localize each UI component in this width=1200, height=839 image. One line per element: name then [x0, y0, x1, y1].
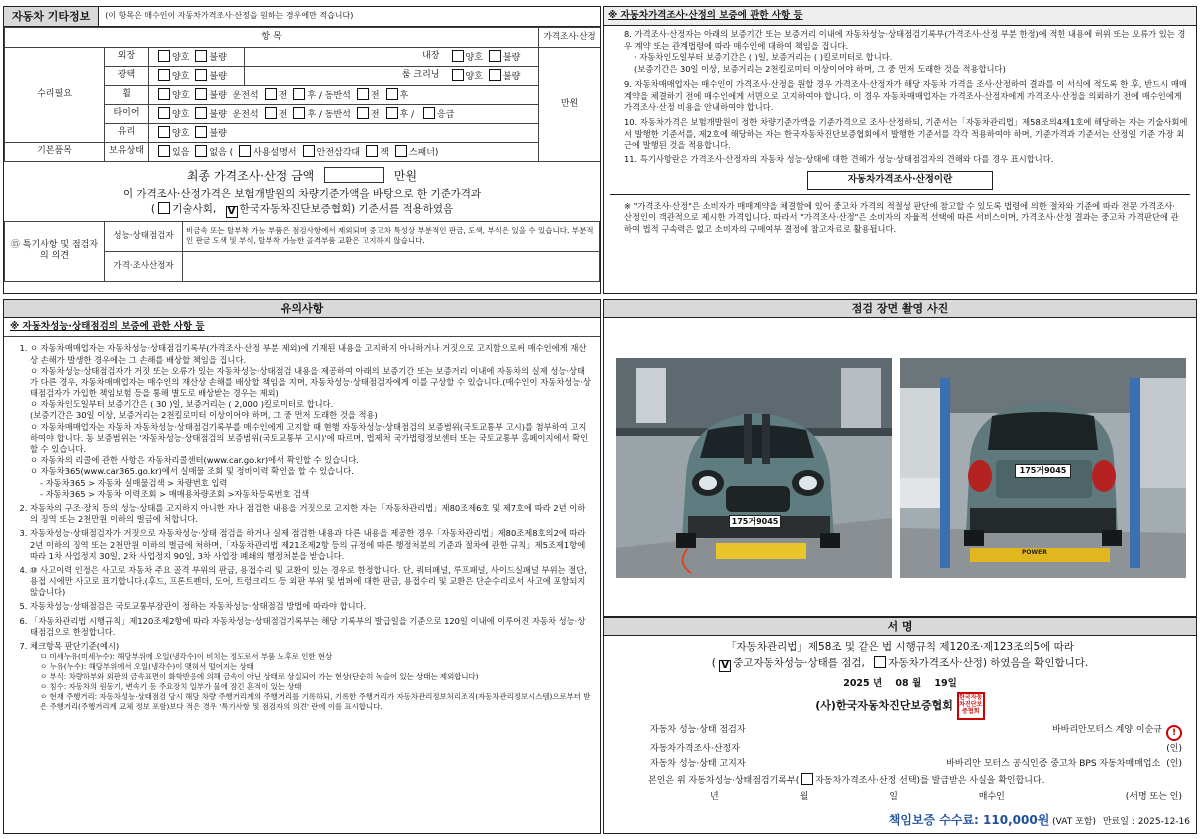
- front-label: 전: [370, 90, 380, 101]
- price-guarantee-heading: ※ 자동차가격조사·산정의 보증에 관한 사항 등: [604, 7, 1196, 26]
- rear-photo: [900, 358, 1186, 578]
- buyer-day-label: 일: [889, 792, 898, 803]
- month-label: 월: [911, 677, 922, 689]
- note-1e: ㅇ 자동차매매업자는 자동차 자동차성능·상태점검기록부를 매수인에게 고지할 때 현행 자동차성능·상태점검의 보증범위(국토교통부 고시)를 첨부하여 고지하여야 합니다. 동 보증범위는 '자동차성능·상태점검의 보증범위(국토교통부 고시)'에 따르며, 법제처 국가법령정보센터 또는 국토교통부 홈페이지에서 확인할 수 있습니다.: [30, 421, 589, 455]
- note-7c: ㅇ 부식: 차량하부와 외판의 금속표면이 화학반응에 의해 금속이 아닌 상태로 상실되어 가는 현상(단순히 녹슬어 있는 상태는 제외합니다): [40, 672, 479, 682]
- note-1b: ㅇ 자동차성능·상태점검자가 거짓 또는 오류가 있는 자동차성능·상태점검 내용을 제공하여 아래의 보증기간 또는 보증거리 이내에 자동차의 실제 성능·상태가 다른 경우, 자동차매매업자는 매수인의 재산상 손해를 배상할 책임을 지며, 자동차성능·상태점검자에게 이를 구상할 수 있습니다.(매수인이 자동차성능·상태점검자가 가입한 책임보험 등을 통해 별도로 배상받는 경우는 제외): [30, 365, 591, 399]
- row-interior: 내장: [245, 48, 443, 67]
- rear-label: 후: [399, 90, 409, 101]
- note-1c: ㅇ 자동차인도일부터 보증기간은 ( 30 )일, 보증거리는 ( 2,000 )킬로미터로 합니다.: [30, 399, 334, 410]
- buyer-confirm: [648, 773, 1182, 788]
- wheel-good-checkbox[interactable]: [158, 88, 170, 100]
- price-manwon: 만원: [539, 48, 601, 162]
- inspector-opinion-label: 성능·상태점검자: [105, 221, 183, 251]
- gloss-good-checkbox[interactable]: [158, 69, 170, 81]
- final-price-unit: 만원: [393, 169, 418, 183]
- fee-label: 책임보증 수수료: 110,000원: [888, 813, 1050, 828]
- photos-bar: 점검 장면 촬영 사진: [604, 300, 1196, 318]
- triangle-label: 안전삼각대: [316, 147, 361, 158]
- association-label: 한국자동차진단보증협회) 기준서를 적용하였음: [239, 202, 454, 215]
- inspector-opinion-text: 비금속 또는 탈부착 가능 부품은 점검사항에서 제외되며 중고차 특성상 부분적인 판금, 도색, 부식은 있을 수 있습니다. 부분적인 판금 도색 및 부식, 탈부착 가능한 골격부품 교환은 고지하지 않습니다.: [183, 221, 600, 251]
- bad-label: 불량: [209, 71, 227, 82]
- bad-label: 불량: [209, 90, 227, 101]
- final-price-input[interactable]: [324, 167, 384, 183]
- row-exterior: 외장: [105, 48, 149, 67]
- buyer-row: [650, 792, 1182, 804]
- glass-good-checkbox[interactable]: [158, 126, 170, 138]
- signature-bar: 서 명: [604, 618, 1196, 636]
- basic-items-options: 있음 없음 ( 사용설명서 안전삼각대 잭 스패너): [149, 143, 539, 162]
- front-label: 전: [278, 109, 288, 120]
- price-inspector-sign-label: 자동차가격조사·산정자: [650, 744, 740, 755]
- rear-label: 후: [307, 90, 317, 101]
- tire-good-checkbox[interactable]: [158, 107, 170, 119]
- sign-day: 19: [934, 677, 948, 689]
- passenger-label: 동반석: [324, 109, 351, 120]
- inspector-name: 바바리안모터스 계양 이순규: [1051, 725, 1162, 736]
- col-price-header: 가격조사·산정: [539, 28, 601, 48]
- front-car-photo-icon: [616, 358, 892, 578]
- glass-options: [149, 124, 539, 143]
- interior-good-checkbox[interactable]: [452, 50, 464, 62]
- engineers-checkbox[interactable]: [158, 202, 170, 214]
- note-7d: ㅇ 침수: 자동차의 원동기, 변속기 등 주요장치 일부가 물에 잠긴 흔적이 있는 상태: [40, 682, 302, 692]
- row-tire: 타이어: [105, 105, 149, 124]
- performance-checkbox[interactable]: [719, 660, 731, 672]
- tire-options: 양호 불량 운전석 전 후 / 동반석 전 후 / 응급: [149, 105, 539, 124]
- fee-row: [889, 813, 1190, 829]
- sign-year: 2025: [843, 677, 870, 689]
- buyer-year-label: 년: [710, 792, 719, 803]
- bad-label: 불량: [502, 71, 521, 82]
- wheel-passenger-front-checkbox[interactable]: [357, 88, 369, 100]
- sign-org-row: [604, 692, 1196, 720]
- front-photo: [616, 358, 892, 578]
- tire-driver-front-checkbox[interactable]: [265, 107, 277, 119]
- glass-bad-checkbox[interactable]: [195, 126, 207, 138]
- rear-label: 후: [399, 109, 409, 120]
- note-7e: ㅇ 현재 주행거리: 자동차성능·상태점검 당시 해당 차량 주행거리계의 주행거리를 기록하되, 기록한 주행거리가 자동차관리정보처리조직(자동차관리정보시스템)으로부터 받은 주행거리(주행거리계 교체 정보 포함)보다 적은 경우 '특기사항 및 점검자의 의견' 란에 이를 표시합니다.: [40, 692, 591, 712]
- sign-confirm-text: [604, 636, 1196, 672]
- good-label: 양호: [465, 52, 483, 63]
- price-label: 자동차가격조사·산정) 하였음을 확인합니다.: [888, 656, 1089, 669]
- item-8c: (보증기간은 30일 이상, 보증거리는 2천킬로미터 이상이어야 하며, 그 중 먼저 도래한 것을 적용합니다): [634, 63, 1006, 74]
- bad-label: 불량: [209, 109, 227, 120]
- driver-label: 운전석: [232, 109, 259, 120]
- basis-line2: ( 기술사회, V 한국자동차진단보증협회) 기준서를 적용하였음: [4, 202, 600, 218]
- final-price-label: 최종 가격조사·산정 금액: [186, 169, 315, 183]
- good-label: 양호: [172, 128, 190, 139]
- note-1g: ㅇ 자동차365(www.car365.go.kr)에서 실매물 조회 및 정비이력 확인을 할 수 있습니다.: [30, 466, 354, 477]
- special-notes-label: ⑮ 특기사항 및 점검자의 의견: [5, 221, 105, 281]
- row-room-cleaning: 룸 크리닝: [245, 67, 443, 86]
- price-definition-text: ※ "가격조사·산정"은 소비자가 매매계약을 체결함에 있어 중고차 가격의 적절성 판단에 참고할 수 있도록 법령에 의한 절차와 기준에 따라 전문 가격조사·산정인이 객관적으로 제시한 가격입니다. 따라서 "가격조사·산정"은 소비자의 자율적 선택에 따른 서비스이며, 가격조사·산정 결과는 중고차 가격판단에 관하여 법적 구속력은 없고 소비자의 구매여부 결정에 참고자료로 활용됩니다.: [610, 194, 1190, 236]
- price-definition-title-wrap: [604, 171, 1196, 189]
- wheel-driver-front-checkbox[interactable]: [265, 88, 277, 100]
- panel-title-note: (이 항목은 매수인이 자동차가격조사·산정을 원하는 경우에만 적습니다): [105, 11, 354, 21]
- expiry-date: 만료일 : 2025-12-16: [1102, 817, 1190, 828]
- association-checkbox[interactable]: [226, 206, 238, 218]
- row-glass: 유리: [105, 124, 149, 143]
- sign-line2: ( V중고자동차성능·상태를 점검, 자동차가격조사·산정) 하였음을 확인합니다.: [604, 656, 1196, 672]
- notifier-name: 바바리안 모터스 공식인증 중고차 BPS 자동차매매업소: [946, 758, 1161, 769]
- room-cleaning-options: [443, 67, 539, 86]
- item-8b: · 자동차인도일부터 보증기간은 ( )일, 보증거리는 ( )킬로미터로 합니다.: [634, 52, 893, 63]
- item-11: 11. 특기사항란은 가격조사·산정자의 자동차 성능·상태에 대한 견해가 성능·상태점검자의 견해와 다를 경우 표시합니다.: [624, 153, 1054, 164]
- wheel-driver-rear-checkbox[interactable]: [293, 88, 305, 100]
- price-row: [650, 744, 1182, 756]
- note-5: 5. 자동차성능·상태점검은 국토교통부장관이 정하는 자동차성능·상태점검 방법에 따라야 합니다.: [30, 601, 592, 612]
- room-good-checkbox[interactable]: [452, 69, 464, 81]
- notes-list: [4, 341, 600, 712]
- confirm-b: 자동차가격조사·산정 선택)를 발급받은 사실을 확인합니다.: [815, 776, 1045, 787]
- interior-bad-checkbox[interactable]: [489, 50, 501, 62]
- note-3: 3. 자동차성능·상태점검자가 거짓으로 자동차성능·상태 점검을 하거나 실제 점검한 내용과 다른 내용을 제공한 경우「자동차관리법」제80조제8호의2에 따라 2년 이하의 징역 또는 2천만원 이하의 벌금에 처하며,「자동차관리법 제21조제2항 등의 규정에 따른 행정처분의 기준과 절차에 관한 규칙」제5조제1항에 따라 1차 사업정지 30일, 2차 사업정지 90일, 3차 사업장 폐쇄의 행정처분을 받습니다.: [30, 528, 592, 562]
- row-gloss: 광택: [105, 67, 149, 86]
- repair-table: [4, 27, 601, 162]
- notes-bar: 유의사항: [4, 300, 600, 318]
- tire-passenger-rear-checkbox[interactable]: [386, 107, 398, 119]
- rear-plate: 175거9045: [1015, 464, 1071, 478]
- note-1a: 1. ㅇ 자동차매매업자는 자동차성능·상태점검기록부(가격조사·산정 부분 제외)에 기재된 내용을 고지하지 아니하거나 거짓으로 고지함으로써 매수인에게 재산상 손해가 발생한 경우에는 그 손해를 배상할 책임을 집니다.: [30, 343, 587, 365]
- front-label: 전: [278, 90, 288, 101]
- notifier-row: [650, 759, 1182, 771]
- note-1: [30, 343, 592, 500]
- row-wheel: 휠: [105, 86, 149, 105]
- note-7a: ㅁ 미세누유(미세누수): 해당부위에 오일(냉각수)이 비치는 정도로서 부품 노후로 인한 현상: [40, 652, 333, 662]
- confirm-a: 본인은 위 자동차성능·상태점검기록부(: [648, 776, 800, 787]
- inspector-row: [650, 725, 1182, 741]
- lift-label: POWER: [1022, 549, 1047, 556]
- note-6: 6. 「자동차관리법 시행규칙」제120조제2항에 따라 자동차성능·상태점검기록부는 해당 기록부의 발급일을 기준으로 120일 이내에 이루어진 자동차 성능·상태점검으로 한정합니다.: [30, 616, 592, 638]
- front-plate: 175거9045: [729, 515, 781, 528]
- seal-placeholder[interactable]: (인): [1166, 758, 1182, 769]
- special-notes-table: [4, 221, 600, 282]
- good-label: 양호: [465, 71, 483, 82]
- buyer-price-checkbox[interactable]: [801, 773, 813, 785]
- tire-bad-checkbox[interactable]: [195, 107, 207, 119]
- tire-emergency-checkbox[interactable]: [423, 107, 435, 119]
- has-checkbox[interactable]: [158, 145, 170, 157]
- note-7b: ㅇ 누유(누수): 해당부위에서 오일(냉각수)이 맺혀서 떨어지는 상태: [40, 662, 254, 672]
- wheel-options: 양호 불량 운전석 전 후 / 동반석 전 후: [149, 86, 539, 105]
- price-checkbox[interactable]: [874, 656, 886, 668]
- panel-title-row: [4, 7, 600, 27]
- jack-label: 잭: [380, 147, 389, 158]
- basis-text: [4, 187, 600, 218]
- basis-line1: 이 가격조사·산정가격은 보험개발원의 차량기준가액을 바탕으로 한 기준가격과: [122, 187, 482, 200]
- note-1d: (보증기간은 30일 이상, 보증거리는 2천킬로미터 이상이어야 하며, 그 중 먼저 도래한 것을 적용): [30, 410, 378, 421]
- jack-checkbox[interactable]: [366, 145, 378, 157]
- passenger-label: 동반석: [324, 90, 351, 101]
- inspector-label: 자동차 성능·상태 점검자: [650, 725, 746, 736]
- good-label: 양호: [172, 90, 190, 101]
- basic-items-label: 기본품목: [5, 143, 105, 162]
- exterior-good-checkbox[interactable]: [158, 50, 170, 62]
- signature-panel: [603, 617, 1197, 834]
- gloss-bad-checkbox[interactable]: [195, 69, 207, 81]
- good-label: 양호: [172, 71, 190, 82]
- photos-panel: [603, 299, 1197, 617]
- sign-rows: [604, 720, 1196, 804]
- spanner-label: 스패너: [408, 147, 435, 158]
- note-1h: - 자동차365 > 자동차 실매물검색 > 차량번호 입력: [40, 477, 228, 488]
- wheel-bad-checkbox[interactable]: [195, 88, 207, 100]
- notes-panel: [3, 299, 601, 834]
- year-label: 년: [872, 677, 883, 689]
- tire-driver-rear-checkbox[interactable]: [293, 107, 305, 119]
- seal-placeholder[interactable]: (인): [1166, 744, 1182, 755]
- col-item-header: 항 목: [5, 28, 539, 48]
- note-7-title: 7. 체크항목 판단기준(예시): [30, 641, 120, 652]
- repair-label: 수리필요: [5, 48, 105, 143]
- emergency-label: 응급: [437, 109, 455, 120]
- engineers-label: 기술사회,: [172, 202, 217, 215]
- sign-line1: 「자동차관리법」제58조 및 같은 법 시행규칙 제120조·제123조의5에 따라: [726, 641, 1074, 653]
- item-9: 9. 자동차매매업자는 매수인이 가격조사·산정을 원할 경우 가격조사·산정자가 해당 자동차 가격을 조사·산정하여 결과를 이 서식에 적도록 한 후, 반드시 매매계약을 체결하기 전에 매수인에게 서면으로 고지하여야 합니다. 이 경우 자동차매매업자는 가격조사·산정자에게 가격조사·산정을 의뢰하기 전에 매수인에게 가격조사·산정 비용을 안내하여야 합니다.: [624, 79, 1187, 112]
- sign-date: [604, 678, 1196, 690]
- sign-month: 08: [895, 677, 909, 689]
- item-10: 10. 자동차가격은 보험개발원이 정한 차량기준가액을 기준가격으로 조사·산정하되, 기준서는「자동차관리법」제58조의4제1호에 해당하는 자는 기술사회에서 발행한 기준서를, 제2호에 해당하는 자는 한국자동차진단보증협회에서 발행한 기준서를 각각 적용하여야 하며, 기준가격과 기준서는 산정일 기준 가장 최근에 발행된 것을 적용합니다.: [624, 117, 1188, 151]
- manual-checkbox[interactable]: [239, 145, 251, 157]
- triangle-checkbox[interactable]: [303, 145, 315, 157]
- driver-label: 운전석: [232, 90, 259, 101]
- price-inspector-label: 가격·조사산정자: [105, 251, 183, 281]
- none-label: 없음: [209, 147, 227, 158]
- good-label: 양호: [172, 52, 190, 63]
- notifier-label: 자동차 성능·상태 고지자: [650, 758, 746, 769]
- possession-label: 보유상태: [105, 143, 149, 162]
- bad-label: 불량: [502, 52, 521, 63]
- good-label: 양호: [172, 109, 190, 120]
- price-guarantee-items: [604, 26, 1196, 165]
- panel-title: 자동차 기타정보: [4, 7, 99, 26]
- day-label: 일: [947, 677, 957, 689]
- sign-org: (사)한국자동차진단보증협회: [815, 699, 953, 713]
- notes-heading: ※ 자동차성능·상태점검의 보증에 관한 사항 등: [4, 318, 600, 337]
- inspector-stamp-icon: !: [1166, 725, 1182, 741]
- buyer-label: 매수인: [978, 792, 1005, 803]
- fee-vat: (VAT 포함): [1052, 817, 1096, 828]
- price-definition-title: 자동차가격조사·산정이란: [807, 171, 994, 189]
- wheel-passenger-rear-checkbox[interactable]: [386, 88, 398, 100]
- interior-options: [443, 48, 539, 67]
- none-checkbox[interactable]: [195, 145, 207, 157]
- buyer-month-label: 월: [799, 792, 809, 803]
- note-7: [30, 641, 592, 712]
- buyer-sign[interactable]: (서명 또는 인): [1125, 792, 1182, 803]
- exterior-bad-checkbox[interactable]: [195, 50, 207, 62]
- room-bad-checkbox[interactable]: [489, 69, 501, 81]
- has-label: 있음: [172, 147, 190, 158]
- price-inspector-opinion[interactable]: [183, 251, 600, 281]
- note-2: 2. 자동차의 구조·장치 등의 성능·상태를 고지하지 아니한 자나 점검한 내용을 거짓으로 고지한 자는「자동차관리법」제80조제6호 및 제7호에 따라 2년 이하의 징역 또는 2천만원 이하의 벌금에 처합니다.: [30, 503, 592, 525]
- note-1f: ㅇ 자동차의 리콜에 관한 사항은 자동차리콜센터(www.car.go.kr)에서 확인할 수 있습니다.: [30, 455, 359, 466]
- exterior-options: [149, 48, 245, 67]
- note-1i: - 자동차365 > 자동차 이력조회 > 매매용차량조회 >자동차등록번호 검색: [40, 488, 310, 499]
- tire-passenger-front-checkbox[interactable]: [357, 107, 369, 119]
- vehicle-other-info-panel: [3, 6, 601, 294]
- final-price-row: [4, 162, 600, 187]
- spanner-checkbox[interactable]: [395, 145, 407, 157]
- rear-label: 후: [307, 109, 317, 120]
- gloss-options: [149, 67, 245, 86]
- note-4: 4. ⑩ 사고이력 인정은 사고로 자동차 주요 골격 부위의 판금, 용접수리 및 교환이 있는 경우로 한정합니다. 단, 쿼터패널, 루프패널, 사이드실패널 부위는 절단, 용접 시에만 사고로 표기합니다.(후드, 프론트펜더, 도어, 트렁크리드 등 외판 부위 및 범퍼에 대한 판금, 용접수리 및 교환은 단순수리로서 사고에 포함되지 않습니다): [30, 565, 592, 599]
- price-guarantee-panel: [603, 6, 1197, 294]
- item-8: 8. 가격조사·산정자는 아래의 보증기간 또는 보증거리 이내에 자동차성능·상태점검기록부(가격조사·산정 부분 한정)에 적힌 내용에 허위 또는 오류가 있는 경우 계약 또는 관계법령에 따라 매수인에 대하여 책임을 집니다.: [624, 29, 1186, 51]
- front-label: 전: [370, 109, 380, 120]
- org-seal: 한국자동차진단보증협회: [957, 692, 985, 720]
- bad-label: 불량: [209, 52, 227, 63]
- manual-label: 사용설명서: [253, 147, 297, 158]
- performance-label: 중고자동차성능·상태를 점검,: [733, 656, 865, 669]
- bad-label: 불량: [209, 128, 227, 139]
